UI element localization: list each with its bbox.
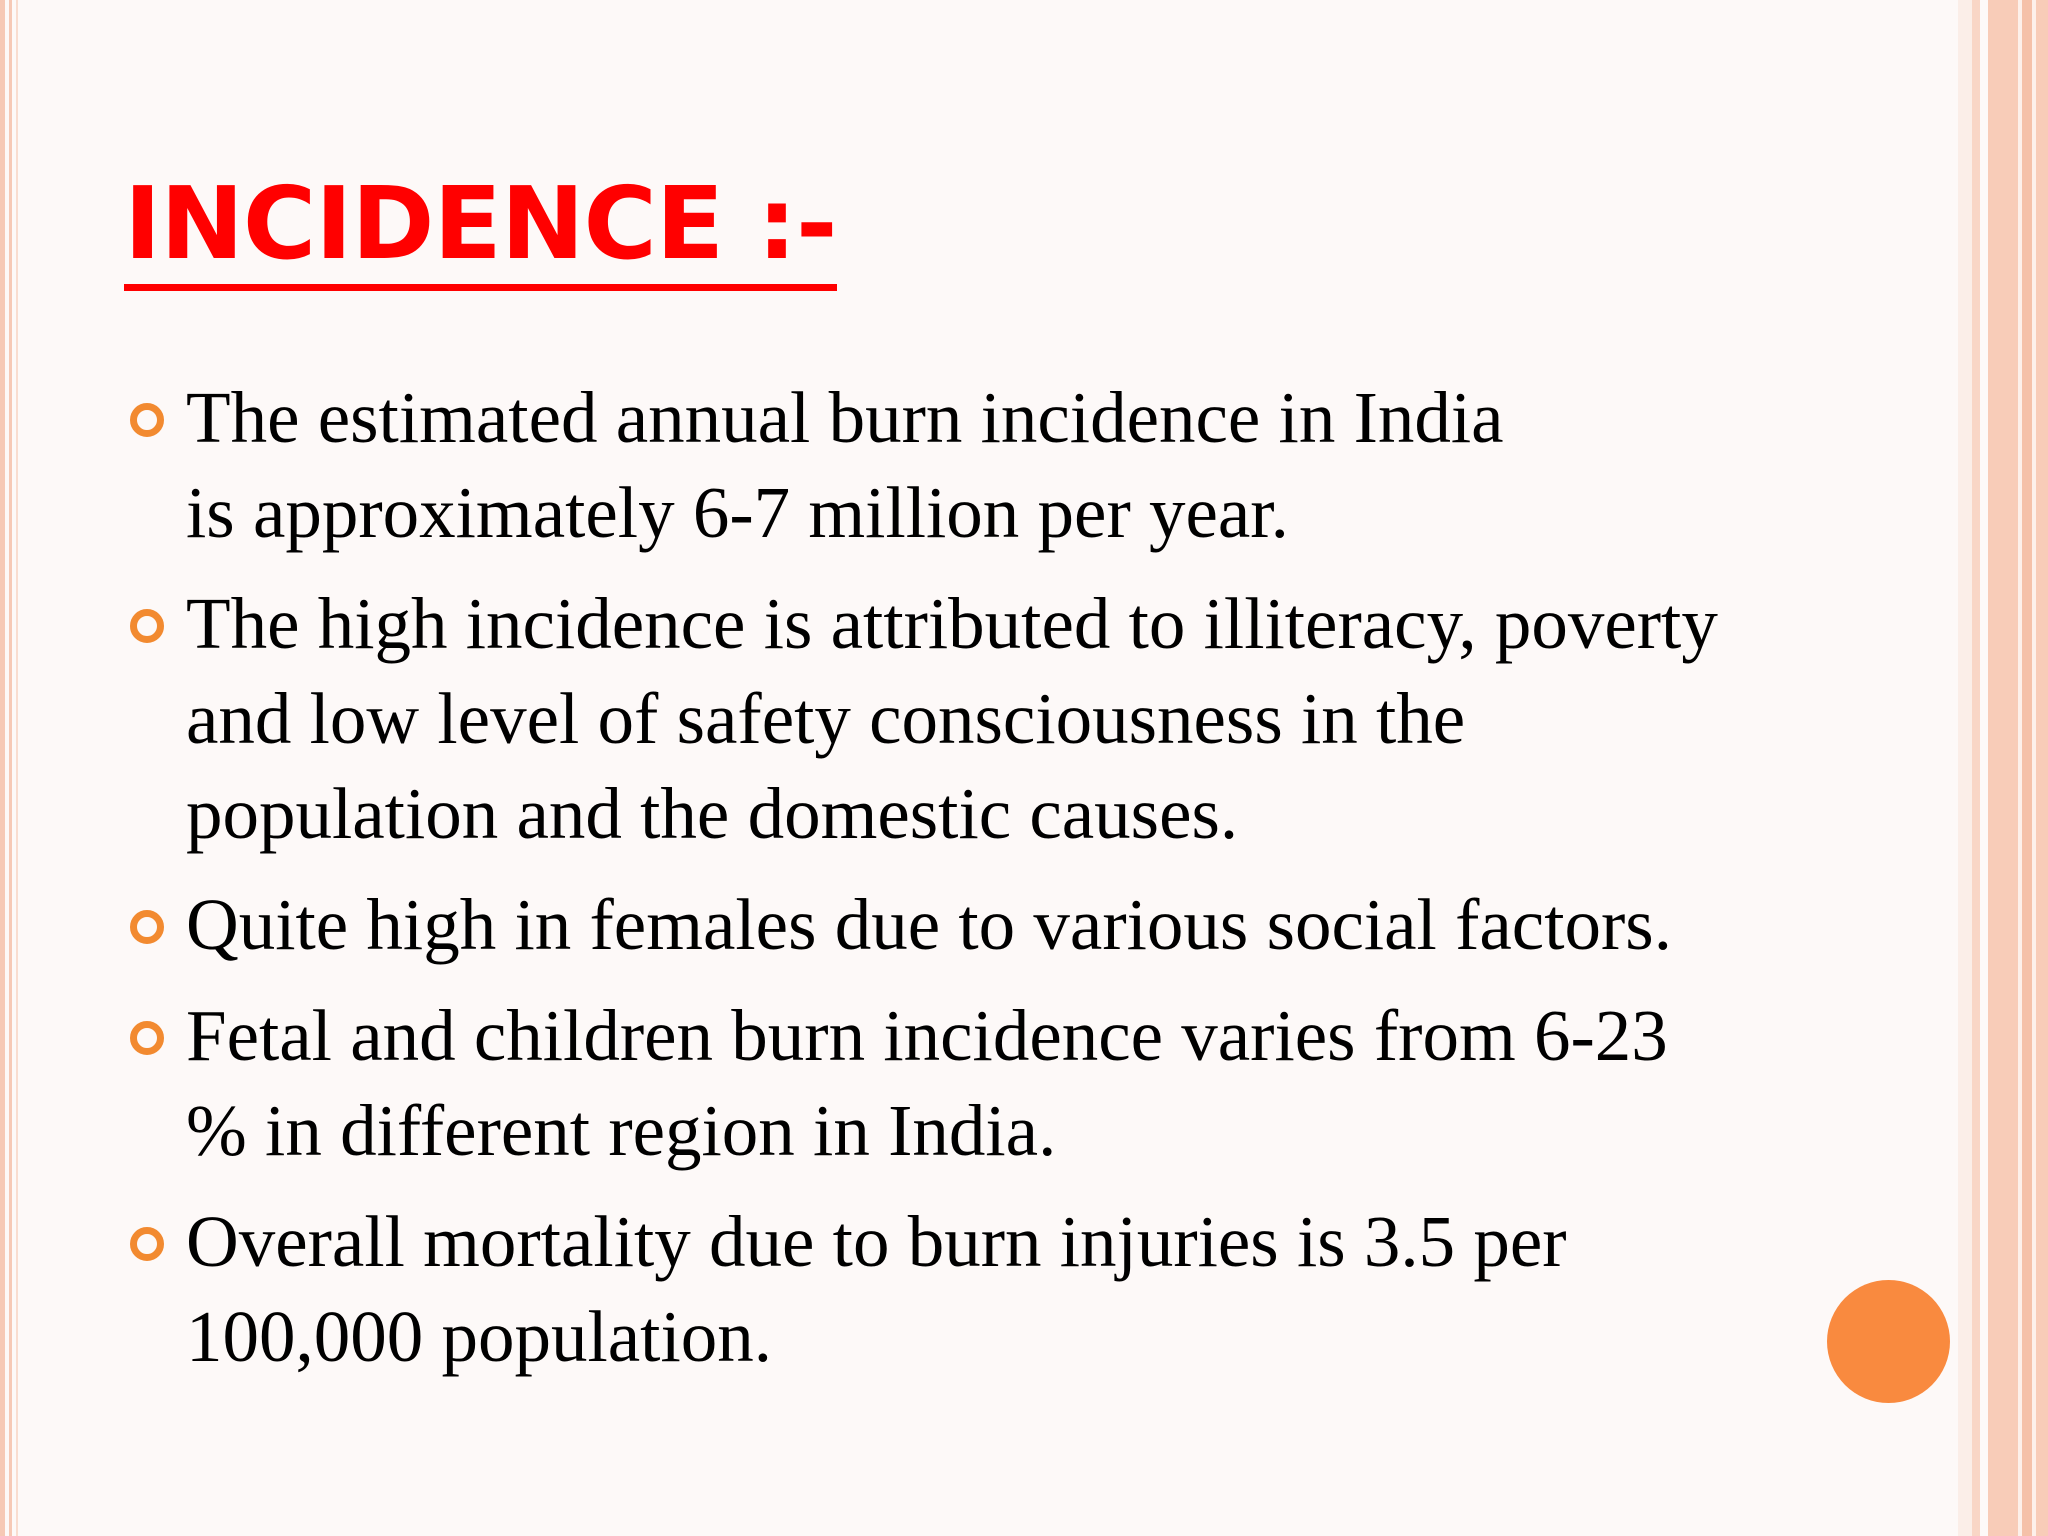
- left-border-stripe: [9, 0, 12, 1536]
- bullet-item: [130, 370, 1890, 560]
- bullet-line: The estimated annual burn incidence in India: [186, 377, 1504, 458]
- bullet-line: Fetal and children burn incidence varies from 6-23: [186, 995, 1668, 1076]
- bullet-line: Overall mortality due to burn injuries is 3.5 per: [186, 1201, 1567, 1282]
- bullet-line: 100,000 population.: [186, 1296, 772, 1377]
- bullet-item: [130, 576, 1890, 861]
- ring-bullet-icon: [130, 1021, 164, 1055]
- right-border-stripe: [1988, 0, 2018, 1536]
- right-border-stripe: [2036, 0, 2048, 1536]
- right-border-stripe: [2022, 0, 2032, 1536]
- right-border-stripe: [1980, 0, 1988, 1536]
- bullet-line: and low level of safety consciousness in the: [186, 678, 1466, 759]
- left-border-stripe: [0, 0, 5, 1536]
- left-border-stripe: [16, 0, 18, 1536]
- ring-bullet-icon: [130, 910, 164, 944]
- bullet-item: [130, 988, 1890, 1178]
- decorative-circle: [1827, 1280, 1950, 1403]
- bullet-line: The high incidence is attributed to illiteracy, poverty: [186, 583, 1718, 664]
- ring-bullet-icon: [130, 403, 164, 437]
- slide-title: INCIDENCE :-: [124, 168, 837, 291]
- bullet-line: is approximately 6-7 million per year.: [186, 472, 1289, 553]
- ring-bullet-icon: [130, 1227, 164, 1261]
- bullet-line: Quite high in females due to various social factors.: [186, 884, 1672, 965]
- bullet-line: population and the domestic causes.: [186, 773, 1239, 854]
- bullet-line: % in different region in India.: [186, 1090, 1057, 1171]
- bullet-item: [130, 877, 1890, 972]
- ring-bullet-icon: [130, 609, 164, 643]
- bullet-item: [130, 1194, 1890, 1384]
- bullet-list: [130, 370, 1890, 1400]
- right-border-stripe: [1972, 0, 1980, 1536]
- right-border-stripe: [1958, 0, 1972, 1536]
